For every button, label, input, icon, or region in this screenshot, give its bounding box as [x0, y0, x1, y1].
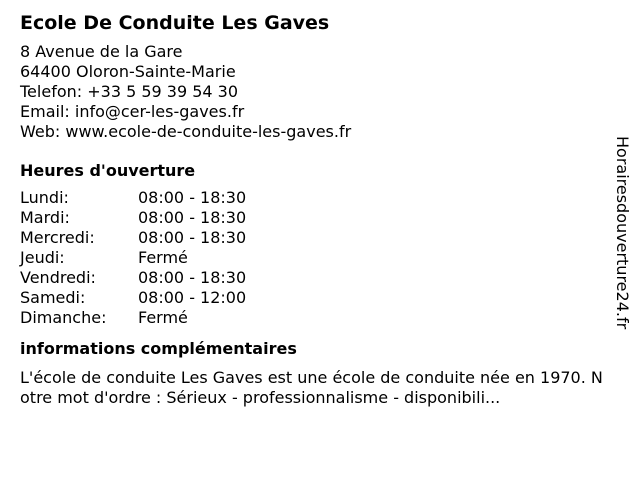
website-address: Web: www.ecole-de-conduite-les-gaves.fr — [20, 122, 352, 141]
hours-heading: Heures d'ouverture — [20, 161, 196, 180]
street-address: 8 Avenue de la Gare — [20, 42, 183, 61]
hours-row-saturday — [20, 288, 610, 308]
time-value: 08:00 - 18:30 — [138, 228, 247, 247]
day-label: Lundi: — [20, 188, 69, 207]
day-label: Jeudi: — [20, 248, 65, 267]
hours-row-tuesday — [20, 208, 610, 228]
email-address: Email: info@cer-les-gaves.fr — [20, 102, 245, 121]
time-value: 08:00 - 18:30 — [138, 268, 247, 287]
business-name: Ecole De Conduite Les Gaves — [20, 12, 330, 34]
hours-row-monday — [20, 188, 610, 208]
hours-row-wednesday — [20, 228, 610, 248]
postal-city: 64400 Oloron-Sainte-Marie — [20, 62, 236, 81]
opening-hours-table — [20, 188, 610, 328]
day-label: Mercredi: — [20, 228, 95, 247]
info-description: L'école de conduite Les Gaves est une école de conduite née en 1970. Notre mot d'ordre : Sérieux - professionnalisme - disponibili... — [20, 368, 603, 407]
time-value: 08:00 - 18:30 — [138, 208, 247, 227]
hours-row-friday — [20, 268, 610, 288]
time-value: 08:00 - 12:00 — [138, 288, 247, 307]
day-label: Dimanche: — [20, 308, 107, 327]
business-card — [20, 10, 610, 408]
time-value: Fermé — [138, 308, 188, 327]
hours-row-thursday — [20, 248, 610, 268]
time-value: 08:00 - 18:30 — [138, 188, 247, 207]
info-heading: informations complémentaires — [20, 339, 297, 358]
day-label: Mardi: — [20, 208, 70, 227]
hours-row-sunday — [20, 308, 610, 328]
time-value: Fermé — [138, 248, 188, 267]
phone-number: Telefon: +33 5 59 39 54 30 — [20, 82, 239, 101]
address-block — [20, 42, 610, 142]
day-label: Samedi: — [20, 288, 86, 307]
day-label: Vendredi: — [20, 268, 96, 287]
site-watermark: Horairesdouverture24.fr — [613, 136, 632, 330]
